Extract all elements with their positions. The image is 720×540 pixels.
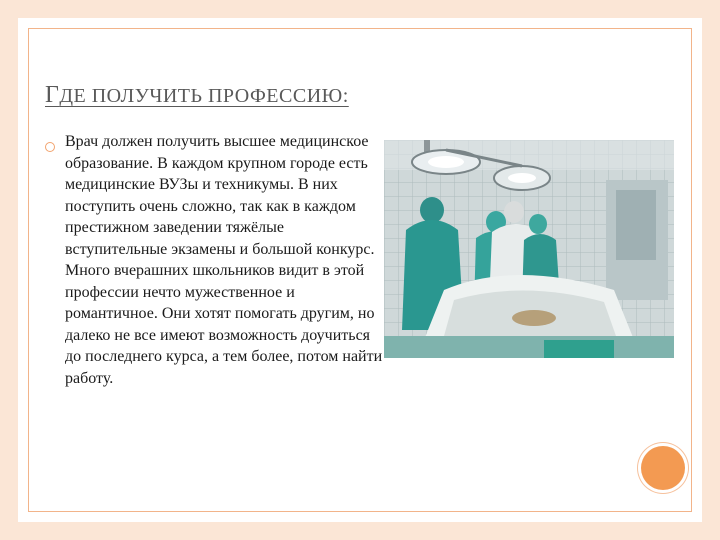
bullet-icon: [45, 142, 55, 152]
title-rest: ДЕ ПОЛУЧИТЬ ПРОФЕССИЮ:: [59, 85, 349, 107]
slide-title: [45, 82, 349, 109]
title-initial: Г: [45, 82, 60, 108]
decorative-circle: [641, 446, 685, 490]
operating-room-image: [384, 140, 674, 358]
body-paragraph: Врач должен получить высшее медицинское образование. В каждом крупном городе есть медицинские ВУЗы и техникумы. В них поступить очень сложно, так как в каждом престижном заведении тяжёлые вступительные экзамены и большой конкурс. Много вчерашних школьников видит в этой профессии нечто мужественное и романтичное. Они хотят помогать другим, но далеко не все имеют возможность доучиться до последнего курса, а тем более, потом найти работу.: [65, 133, 383, 387]
slide: [18, 18, 702, 522]
operating-room-photo: [384, 140, 674, 358]
